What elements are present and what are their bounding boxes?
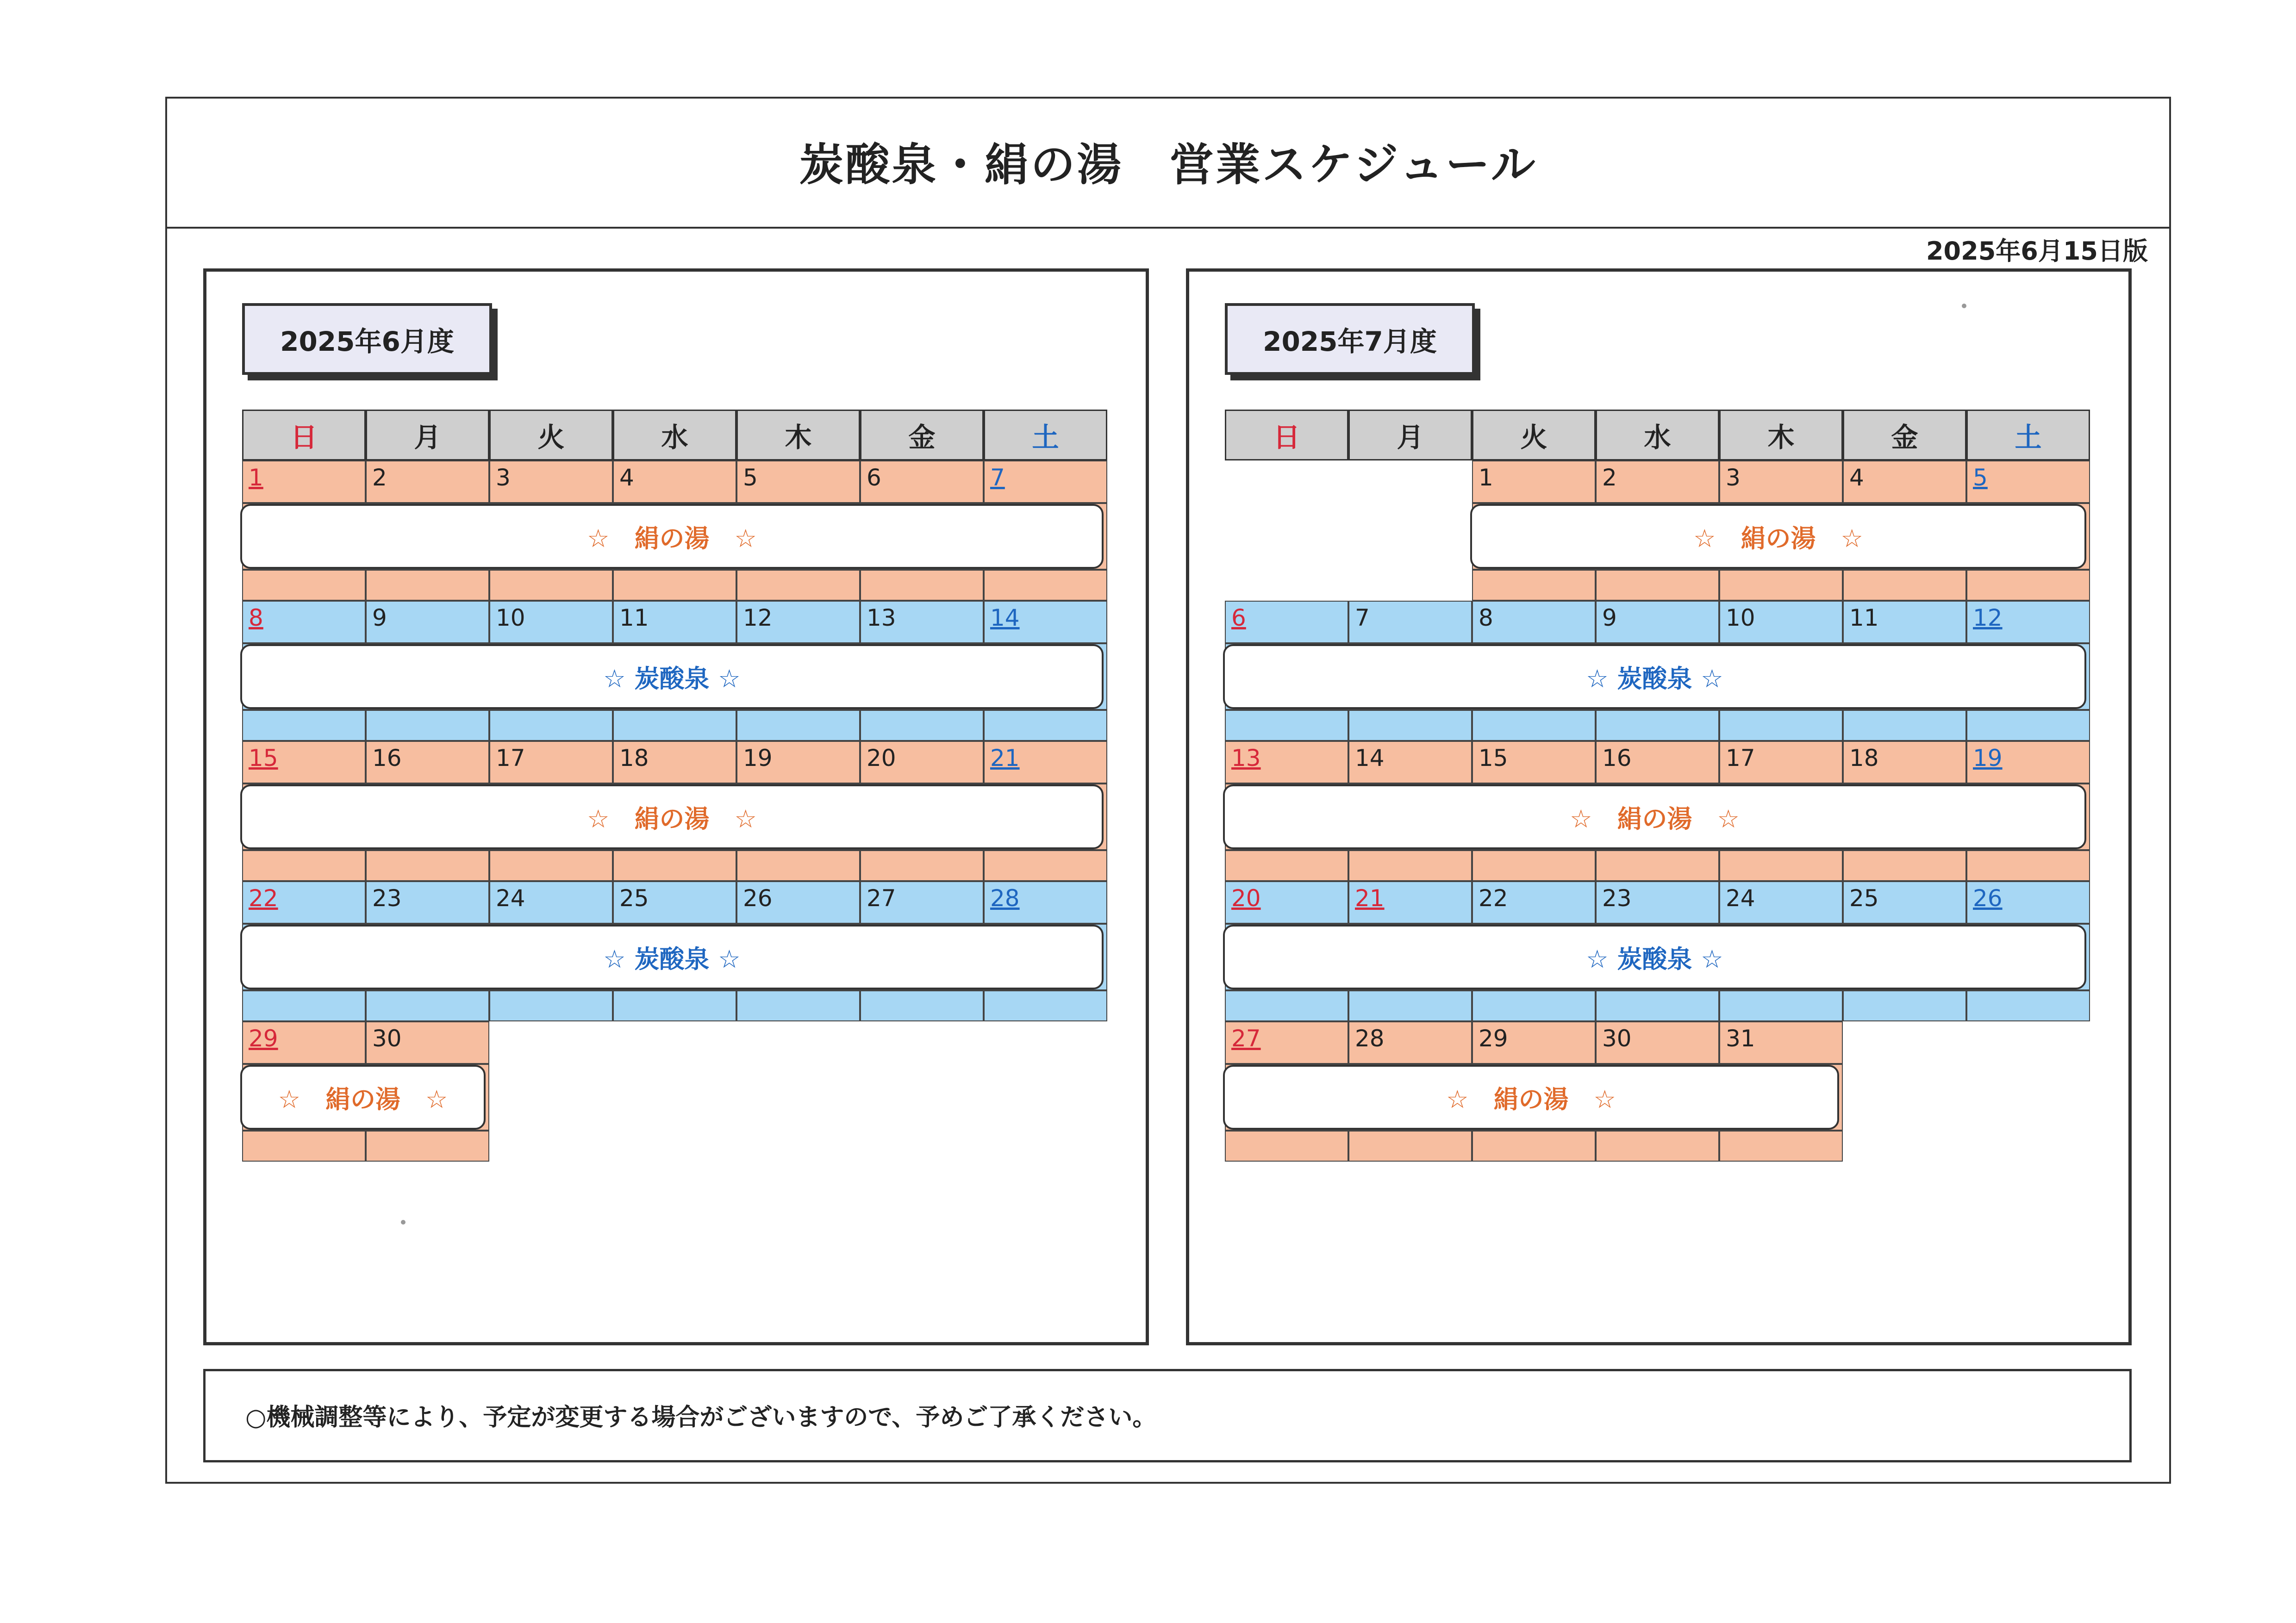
day-cell-bottom xyxy=(242,990,366,1021)
day-cell-bottom xyxy=(1596,570,1719,601)
day-cell: 26 xyxy=(1966,881,2090,924)
day-cell: 14 xyxy=(1348,741,1472,784)
day-cell: 24 xyxy=(489,881,613,924)
day-cell: 19 xyxy=(1966,741,2090,784)
weekday-header: 金 xyxy=(1843,410,1966,460)
day-cell: 18 xyxy=(1843,741,1966,784)
day-cell: 21 xyxy=(984,741,1107,784)
day-cell-bottom xyxy=(860,710,984,741)
day-cell-bottom xyxy=(1719,570,1843,601)
weekday-header: 火 xyxy=(1472,410,1596,460)
day-cell-bottom xyxy=(984,710,1107,741)
schedule-bar-kinu: ☆ 絹の湯 ☆ xyxy=(1223,784,2086,849)
day-cell-bottom xyxy=(1843,850,1966,881)
day-cell-bottom xyxy=(1966,850,2090,881)
day-cell: 1 xyxy=(242,460,366,503)
day-cell: 14 xyxy=(984,601,1107,643)
day-cell: 23 xyxy=(366,881,489,924)
day-cell-bottom xyxy=(1843,570,1966,601)
day-cell-bottom xyxy=(613,990,736,1021)
day-cell: 30 xyxy=(366,1021,489,1064)
day-cell: 19 xyxy=(736,741,860,784)
weekday-header: 日 xyxy=(242,410,366,460)
weekday-header: 日 xyxy=(1225,410,1348,460)
day-cell: 11 xyxy=(1843,601,1966,643)
day-cell: 4 xyxy=(1843,460,1966,503)
day-cell-bottom xyxy=(736,990,860,1021)
note-text: ○機械調整等により、予定が変更する場合がございますので、予めご了承ください。 xyxy=(245,1404,1157,1431)
day-cell: 2 xyxy=(366,460,489,503)
day-cell-bottom xyxy=(242,570,366,601)
day-cell: 6 xyxy=(860,460,984,503)
day-cell-bottom xyxy=(1596,710,1719,741)
day-cell: 27 xyxy=(860,881,984,924)
day-cell-bottom xyxy=(736,710,860,741)
schedule-bar-tansan: ☆ 炭酸泉 ☆ xyxy=(1223,925,2086,989)
day-cell: 21 xyxy=(1348,881,1472,924)
day-cell: 10 xyxy=(489,601,613,643)
day-cell-bottom xyxy=(1225,1131,1348,1162)
schedule-bar-kinu: ☆ 絹の湯 ☆ xyxy=(1223,1065,1839,1130)
day-cell: 22 xyxy=(242,881,366,924)
day-cell-bottom xyxy=(1472,1131,1596,1162)
day-cell-bottom xyxy=(1225,710,1348,741)
day-cell-bottom xyxy=(242,1131,366,1162)
day-cell: 5 xyxy=(1966,460,2090,503)
schedule-bar-tansan: ☆ 炭酸泉 ☆ xyxy=(1223,644,2086,709)
day-cell: 17 xyxy=(489,741,613,784)
day-cell: 25 xyxy=(1843,881,1966,924)
day-cell: 26 xyxy=(736,881,860,924)
day-cell: 8 xyxy=(242,601,366,643)
day-cell-bottom xyxy=(1843,710,1966,741)
day-cell-bottom xyxy=(1472,710,1596,741)
day-cell-bottom xyxy=(613,570,736,601)
day-cell-bottom xyxy=(489,850,613,881)
page-title: 炭酸泉・絹の湯 営業スケジュール xyxy=(799,139,1537,191)
weekday-header: 土 xyxy=(984,410,1107,460)
day-cell: 20 xyxy=(860,741,984,784)
day-cell: 6 xyxy=(1225,601,1348,643)
day-cell: 12 xyxy=(1966,601,2090,643)
day-cell: 12 xyxy=(736,601,860,643)
schedule-bar-kinu: ☆ 絹の湯 ☆ xyxy=(1470,504,2086,569)
schedule-bar-tansan: ☆ 炭酸泉 ☆ xyxy=(240,644,1104,709)
scan-speck xyxy=(1962,304,1966,308)
day-cell: 4 xyxy=(613,460,736,503)
day-cell-bottom xyxy=(366,990,489,1021)
day-cell-bottom xyxy=(613,710,736,741)
day-cell: 28 xyxy=(984,881,1107,924)
day-cell: 3 xyxy=(1719,460,1843,503)
day-cell-bottom xyxy=(984,570,1107,601)
day-cell: 15 xyxy=(242,741,366,784)
day-cell-bottom xyxy=(1472,990,1596,1021)
weekday-header: 木 xyxy=(1719,410,1843,460)
day-cell: 17 xyxy=(1719,741,1843,784)
day-cell-bottom xyxy=(1596,1131,1719,1162)
schedule-bar-kinu: ☆ 絹の湯 ☆ xyxy=(240,784,1104,849)
title-separator xyxy=(165,227,2171,229)
day-cell-bottom xyxy=(489,990,613,1021)
month-label: 2025年6月度 xyxy=(242,303,492,375)
day-cell-bottom xyxy=(1719,990,1843,1021)
day-cell-bottom xyxy=(242,850,366,881)
day-cell-bottom xyxy=(1719,850,1843,881)
schedule-bar-kinu: ☆ 絹の湯 ☆ xyxy=(240,1065,486,1130)
day-cell: 23 xyxy=(1596,881,1719,924)
day-cell: 9 xyxy=(366,601,489,643)
weekday-header: 金 xyxy=(860,410,984,460)
day-cell-bottom xyxy=(860,850,984,881)
day-cell-bottom xyxy=(489,710,613,741)
day-cell: 24 xyxy=(1719,881,1843,924)
day-cell: 10 xyxy=(1719,601,1843,643)
day-cell: 22 xyxy=(1472,881,1596,924)
weekday-header: 水 xyxy=(613,410,736,460)
day-cell: 16 xyxy=(366,741,489,784)
day-cell-bottom xyxy=(1966,710,2090,741)
day-cell: 20 xyxy=(1225,881,1348,924)
day-cell-bottom xyxy=(1843,990,1966,1021)
day-cell: 15 xyxy=(1472,741,1596,784)
day-cell: 13 xyxy=(1225,741,1348,784)
day-cell-bottom xyxy=(1596,850,1719,881)
day-cell-bottom xyxy=(1472,850,1596,881)
day-cell-bottom xyxy=(366,1131,489,1162)
day-cell-bottom xyxy=(1719,710,1843,741)
day-cell-bottom xyxy=(1472,570,1596,601)
day-cell-bottom xyxy=(1966,570,2090,601)
day-cell-bottom xyxy=(1225,850,1348,881)
weekday-header: 火 xyxy=(489,410,613,460)
day-cell: 29 xyxy=(242,1021,366,1064)
day-cell-bottom xyxy=(1348,1131,1472,1162)
day-cell-bottom xyxy=(736,570,860,601)
day-cell: 3 xyxy=(489,460,613,503)
day-cell-bottom xyxy=(366,710,489,741)
day-cell: 8 xyxy=(1472,601,1596,643)
day-cell-bottom xyxy=(984,990,1107,1021)
day-cell: 1 xyxy=(1472,460,1596,503)
scan-speck xyxy=(401,1220,406,1225)
schedule-bar-kinu: ☆ 絹の湯 ☆ xyxy=(240,504,1104,569)
weekday-header: 月 xyxy=(366,410,489,460)
day-cell: 25 xyxy=(613,881,736,924)
weekday-header: 土 xyxy=(1966,410,2090,460)
day-cell: 29 xyxy=(1472,1021,1596,1064)
day-cell: 16 xyxy=(1596,741,1719,784)
day-cell-bottom xyxy=(860,570,984,601)
day-cell: 7 xyxy=(984,460,1107,503)
month-label: 2025年7月度 xyxy=(1225,303,1475,375)
day-cell-bottom xyxy=(736,850,860,881)
day-cell-bottom xyxy=(860,990,984,1021)
day-cell: 5 xyxy=(736,460,860,503)
day-cell: 2 xyxy=(1596,460,1719,503)
day-cell: 13 xyxy=(860,601,984,643)
day-cell-bottom xyxy=(489,570,613,601)
day-cell: 7 xyxy=(1348,601,1472,643)
day-cell: 18 xyxy=(613,741,736,784)
day-cell-bottom xyxy=(1348,990,1472,1021)
version-date: 2025年6月15日版 xyxy=(1926,236,2148,266)
schedule-bar-tansan: ☆ 炭酸泉 ☆ xyxy=(240,925,1104,989)
weekday-header: 月 xyxy=(1348,410,1472,460)
day-cell: 9 xyxy=(1596,601,1719,643)
weekday-header: 水 xyxy=(1596,410,1719,460)
day-cell-bottom xyxy=(1596,990,1719,1021)
weekday-header: 木 xyxy=(736,410,860,460)
day-cell-bottom xyxy=(1348,710,1472,741)
day-cell-bottom xyxy=(613,850,736,881)
day-cell-bottom xyxy=(1966,990,2090,1021)
day-cell: 11 xyxy=(613,601,736,643)
day-cell-bottom xyxy=(366,570,489,601)
day-cell-bottom xyxy=(242,710,366,741)
day-cell-bottom xyxy=(1348,850,1472,881)
day-cell-bottom xyxy=(1225,990,1348,1021)
day-cell: 30 xyxy=(1596,1021,1719,1064)
day-cell: 27 xyxy=(1225,1021,1348,1064)
day-cell-bottom xyxy=(984,850,1107,881)
day-cell-bottom xyxy=(1719,1131,1843,1162)
day-cell: 28 xyxy=(1348,1021,1472,1064)
day-cell: 31 xyxy=(1719,1021,1843,1064)
day-cell-bottom xyxy=(366,850,489,881)
